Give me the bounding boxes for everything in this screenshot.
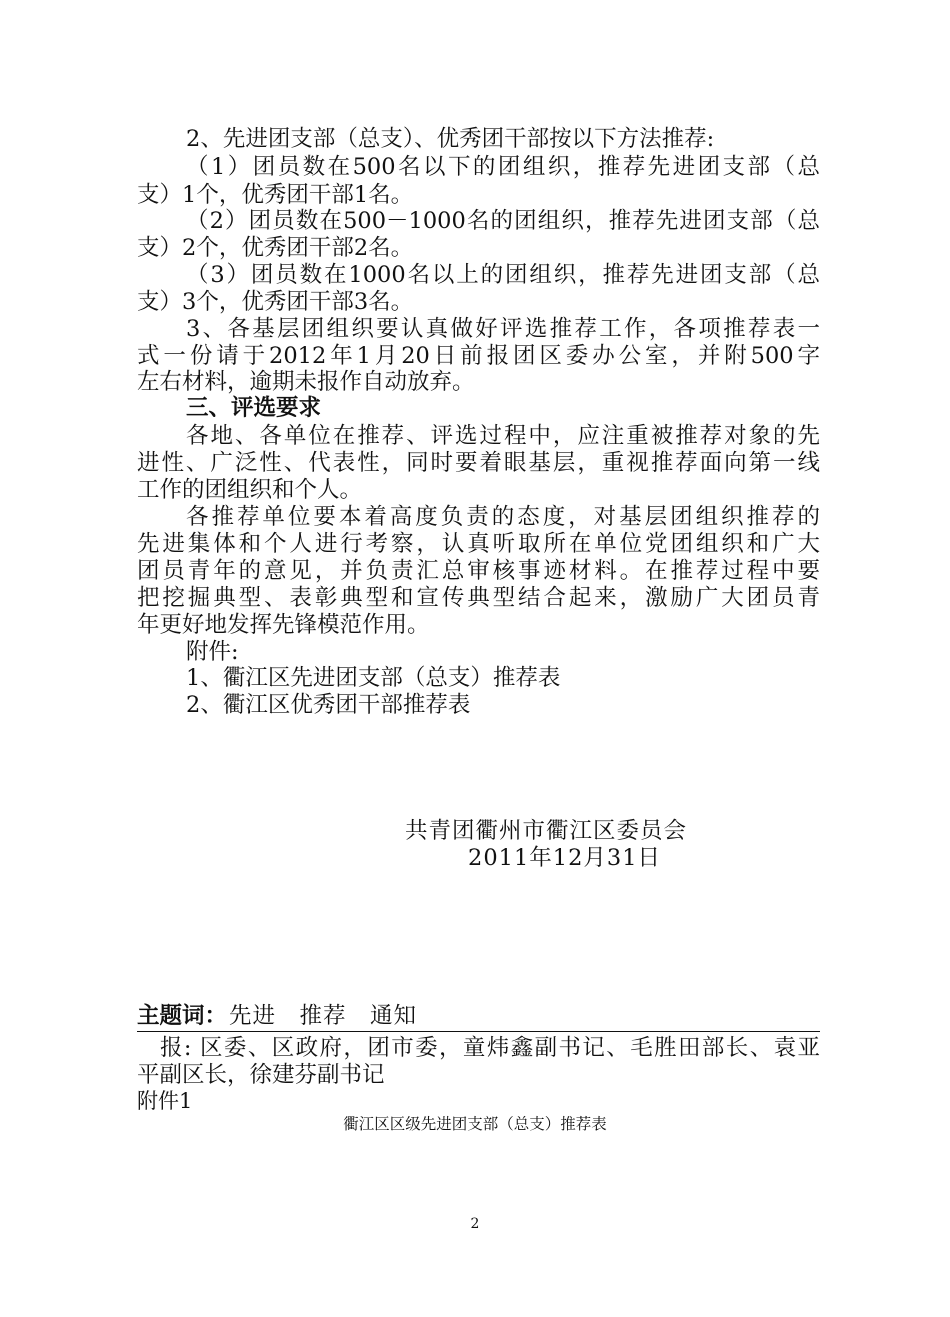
body-line: 支）3个，优秀团干部3名。 xyxy=(137,289,414,315)
cc-line: 平副区长，徐建芬副书记 xyxy=(137,1062,385,1088)
subject-words: 先进 推荐 通知 xyxy=(229,1003,418,1029)
page-number: 2 xyxy=(470,1216,480,1232)
body-line: 年更好地发挥先锋模范作用。 xyxy=(137,612,430,638)
cc-line: 报: 区委、区政府，团市委，童炜鑫副书记、毛胜田部长、袁亚 xyxy=(160,1035,820,1061)
attachments-label: 附件: xyxy=(186,639,239,665)
body-line: 先进集体和个人进行考察，认真听取所在单位党团组织和广大 xyxy=(137,531,820,557)
signature-org: 共青团衢州市衢江区委员会 xyxy=(405,818,688,844)
body-line: 式一份请于2012年1月20日前报团区委办公室，并附500字 xyxy=(137,343,820,369)
attachment-label: 附件1 xyxy=(137,1089,193,1113)
body-line: 支）2个，优秀团干部2名。 xyxy=(137,235,414,261)
body-line: 各推荐单位要本着高度负责的态度，对基层团组织推荐的 xyxy=(186,504,820,530)
body-line: 3、各基层团组织要认真做好评选推荐工作，各项推荐表一 xyxy=(186,316,820,342)
attachment-title: 衢江区区级先进团支部（总支）推荐表 xyxy=(343,1115,607,1133)
body-line: （1）团员数在500名以下的团组织，推荐先进团支部（总 xyxy=(186,154,820,180)
body-line: （2）团员数在500－1000名的团组织，推荐先进团支部（总 xyxy=(186,208,820,234)
subject-label: 主题词： xyxy=(137,1003,228,1029)
body-line: 团员青年的意见，并负责汇总审核事迹材料。在推荐过程中要 xyxy=(137,558,820,584)
body-line: 左右材料，逾期未报作自动放弃。 xyxy=(137,369,475,395)
body-line: 各地、各单位在推荐、评选过程中，应注重被推荐对象的先 xyxy=(186,423,820,449)
attachment-item: 2、衢江区优秀团干部推荐表 xyxy=(186,692,471,718)
subject-line xyxy=(137,1001,417,1031)
body-line: 把挖掘典型、表彰典型和宣传典型结合起来，激励广大团员青 xyxy=(137,585,820,611)
section-heading: 三、评选要求 xyxy=(186,395,322,421)
body-line: 2、先进团支部（总支）、优秀团干部按以下方法推荐: xyxy=(186,126,715,152)
attachment-item: 1、衢江区先进团支部（总支）推荐表 xyxy=(186,665,561,691)
body-line: 进性、广泛性、代表性，同时要着眼基层，重视推荐面向第一线 xyxy=(137,450,820,476)
body-line: （3）团员数在1000名以上的团组织，推荐先进团支部（总 xyxy=(186,262,820,288)
body-line: 支）1个，优秀团干部1名。 xyxy=(137,182,414,208)
signature-date: 2011年12月31日 xyxy=(468,845,662,871)
subject-rule xyxy=(137,1031,820,1032)
body-line: 工作的团组织和个人。 xyxy=(137,477,363,503)
